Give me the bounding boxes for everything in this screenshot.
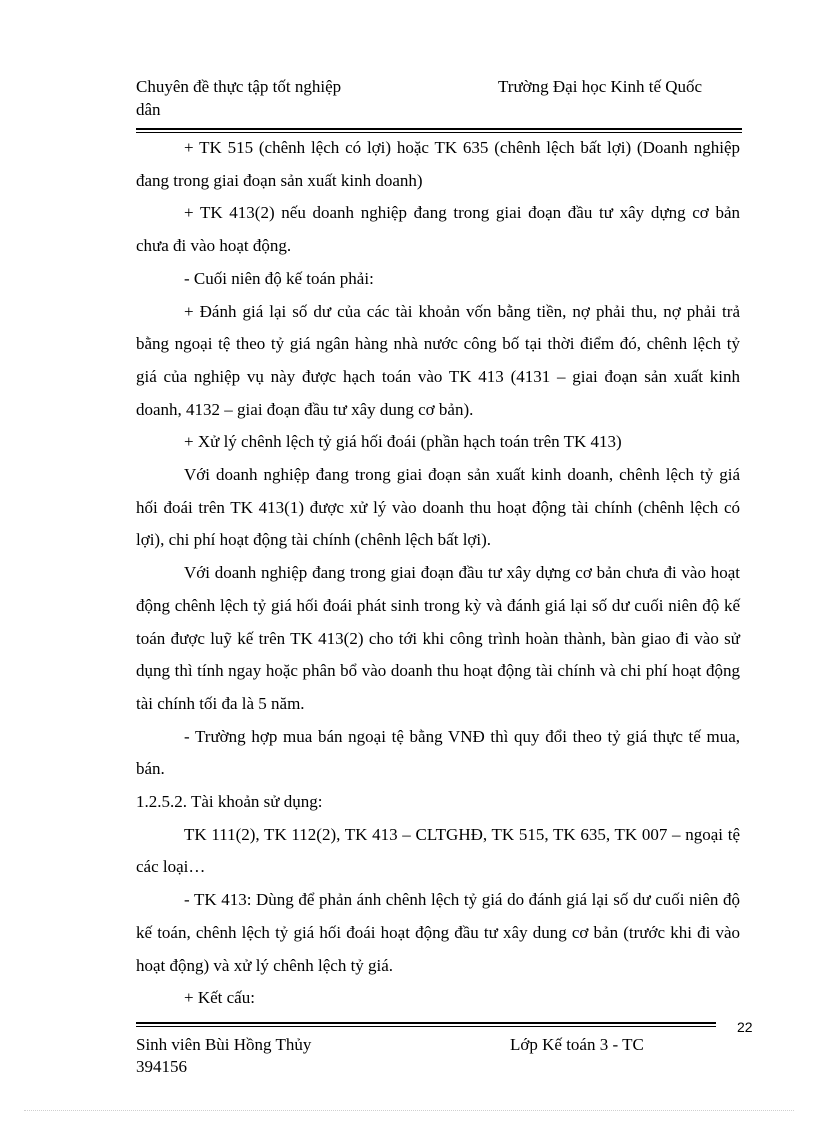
header-rule: [136, 128, 742, 130]
footer-student-id: 394156: [136, 1057, 187, 1076]
header-thesis-title: Chuyên đề thực tập tốt nghiệp: [136, 77, 342, 96]
paragraph: + Kết cấu:: [184, 988, 255, 1008]
paragraph: Với doanh nghiệp đang trong giai đoạn sản xuất kinh doanh, chênh lệch tỷ giá hối đoái trên TK 413(1) được xử lý vào doanh thu hoạt động tài chính (chênh lệch có lợi), chi phí hoạt động tài chính (chênh lệch bất lợi).: [136, 465, 740, 550]
page-number: 22: [737, 1019, 753, 1035]
paragraph: TK 111(2), TK 112(2), TK 413 – CLTGHĐ, TK 515, TK 635, TK 007 – ngoại tệ các loại…: [136, 824, 740, 877]
paragraph: - Trường hợp mua bán ngoại tệ bằng VNĐ thì quy đổi theo tỷ giá thực tế mua, bán.: [136, 726, 740, 779]
header-university: Trường Đại học Kinh tế Quốc: [498, 77, 703, 96]
footer-rule: [136, 1022, 716, 1024]
paragraph: + TK 413(2) nếu doanh nghiệp đang trong giai đoạn đầu tư xây dựng cơ bản chưa đi vào hoạt động.: [136, 203, 740, 256]
paragraph: - TK 413: Dùng để phản ánh chênh lệch tỷ giá do đánh giá lại số dư cuối niên độ kế toán, chênh lệch tỷ giá hối đoái hoạt động đầu tư xây dung cơ bản (trước khi đi vào hoạt động) và xử lý chênh lệch tỷ giá.: [136, 890, 740, 975]
section-heading: 1.2.5.2. Tài khoản sử dụng:: [136, 792, 323, 812]
paragraph: + Xử lý chênh lệch tỷ giá hối đoái (phần hạch toán trên TK 413): [184, 432, 622, 452]
paragraph: + TK 515 (chênh lệch có lợi) hoặc TK 635 (chênh lệch bất lợi) (Doanh nghiệp đang trong giai đoạn sản xuất kinh doanh): [136, 138, 740, 190]
paragraph: + Đánh giá lại số dư của các tài khoản vốn bằng tiền, nợ phải thu, nợ phải trả bằng ngoại tệ theo tỷ giá ngân hàng nhà nước công bố tại thời điểm đó, chênh lệch tỷ giá của nghiệp vụ này được hạch toán vào TK 413 (4131 – giai đoạn sản xuất kinh doanh, 4132 – giai đoạn đầu tư xây dung cơ bản).: [136, 301, 740, 419]
paragraph: Với doanh nghiệp đang trong giai đoạn đầu tư xây dựng cơ bản chưa đi vào hoạt động chênh lệch tỷ giá hối đoái phát sinh trong kỳ và đánh giá lại số dư cuối niên độ kế toán được luỹ kế trên TK 413(2) cho tới khi công trình hoàn thành, bàn giao đi vào sử dụng thì tính ngay hoặc phân bổ vào doanh thu hoạt động tài chính và chi phí hoạt động tài chính tối đa là 5 năm.: [136, 563, 740, 713]
footer-class: Lớp Kế toán 3 - TC: [510, 1035, 644, 1054]
page-edge-divider: [24, 1110, 794, 1111]
header-university-continued: dân: [136, 100, 161, 119]
footer-student-name: Sinh viên Bùi Hồng Thủy: [136, 1035, 312, 1054]
paragraph: - Cuối niên độ kế toán phải:: [184, 268, 374, 288]
body-text: [136, 132, 740, 1015]
